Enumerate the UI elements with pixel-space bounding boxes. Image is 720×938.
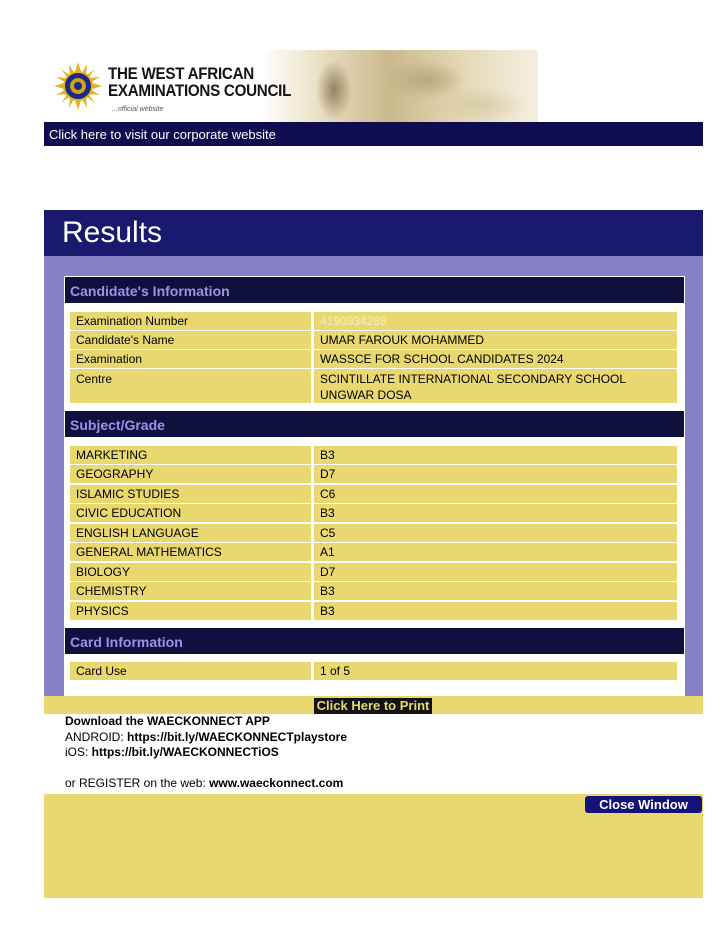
android-link[interactable]: https://bit.ly/WAECKONNECTplaystore <box>127 729 348 744</box>
subject-grade: D7 <box>314 465 677 483</box>
info-label: Centre <box>70 369 311 403</box>
org-name-line2: EXAMINATIONS COUNCIL <box>108 82 292 100</box>
ios-link[interactable]: https://bit.ly/WAECKONNECTiOS <box>91 745 279 759</box>
subject-grade: B3 <box>314 446 677 464</box>
results-title: Results <box>44 210 703 256</box>
subject-grade: A1 <box>314 543 677 561</box>
subject-name: PHYSICS <box>70 602 311 620</box>
results-panel <box>44 256 703 696</box>
table-row <box>70 563 677 581</box>
info-row-name <box>70 331 677 349</box>
info-row-exam-number <box>70 312 677 330</box>
subject-grade: C6 <box>314 485 677 503</box>
subject-grade: B3 <box>314 504 677 522</box>
candidate-info-header: Candidate's Information <box>64 276 685 304</box>
table-row <box>70 582 677 600</box>
info-label: Examination <box>70 350 311 368</box>
info-label: Examination Number <box>70 312 311 330</box>
close-window-button[interactable]: Close Window <box>585 796 702 813</box>
card-label: Card Use <box>70 662 311 680</box>
card-info-header: Card Information <box>64 627 685 655</box>
table-row <box>70 543 677 561</box>
corporate-website-link[interactable]: Click here to visit our corporate website <box>44 122 703 146</box>
info-value: 4190934289 <box>314 312 677 330</box>
subject-name: BIOLOGY <box>70 563 311 581</box>
waec-seal-icon <box>54 62 102 110</box>
android-label: ANDROID: <box>65 729 128 744</box>
subject-name: CHEMISTRY <box>70 582 311 600</box>
info-value: UMAR FAROUK MOHAMMED <box>314 331 677 349</box>
table-row <box>70 524 677 542</box>
org-name-line1: THE WEST AFRICAN <box>108 65 254 83</box>
waec-banner <box>44 50 538 122</box>
subject-name: ISLAMIC STUDIES <box>70 485 311 503</box>
subject-name: CIVIC EDUCATION <box>70 504 311 522</box>
register-label: or REGISTER on the web: <box>65 776 210 790</box>
subject-name: GEOGRAPHY <box>70 465 311 483</box>
table-row <box>70 602 677 620</box>
table-row <box>70 485 677 503</box>
register-link[interactable]: www.waeckonnect.com <box>209 776 344 790</box>
subject-grade: B3 <box>314 582 677 600</box>
card-value: 1 of 5 <box>314 662 677 680</box>
app-download-info <box>65 714 347 761</box>
info-row-centre <box>70 369 677 403</box>
ios-label: iOS: <box>65 745 92 759</box>
subject-grade-header: Subject/Grade <box>64 410 685 438</box>
results-inner <box>64 276 685 696</box>
subject-name: GENERAL MATHEMATICS <box>70 543 311 561</box>
subject-name: ENGLISH LANGUAGE <box>70 524 311 542</box>
table-row <box>70 446 677 464</box>
org-name <box>108 66 292 100</box>
tagline: ...official website <box>112 106 164 113</box>
table-row <box>70 465 677 483</box>
subject-grade: B3 <box>314 602 677 620</box>
info-value: SCINTILLATE INTERNATIONAL SECONDARY SCHOOL UNGWAR DOSA <box>314 369 677 403</box>
register-info <box>65 776 343 790</box>
info-value: WASSCE FOR SCHOOL CANDIDATES 2024 <box>314 350 677 368</box>
subject-name: MARKETING <box>70 446 311 464</box>
print-button[interactable]: Click Here to Print <box>314 698 432 714</box>
subject-grade: D7 <box>314 563 677 581</box>
info-label: Candidate's Name <box>70 331 311 349</box>
banner-photo <box>306 50 538 122</box>
info-row-examination <box>70 350 677 368</box>
table-row <box>70 504 677 522</box>
app-heading: Download the WAECKONNECT APP <box>65 714 270 728</box>
card-use-row <box>70 662 677 680</box>
subject-grade: C5 <box>314 524 677 542</box>
